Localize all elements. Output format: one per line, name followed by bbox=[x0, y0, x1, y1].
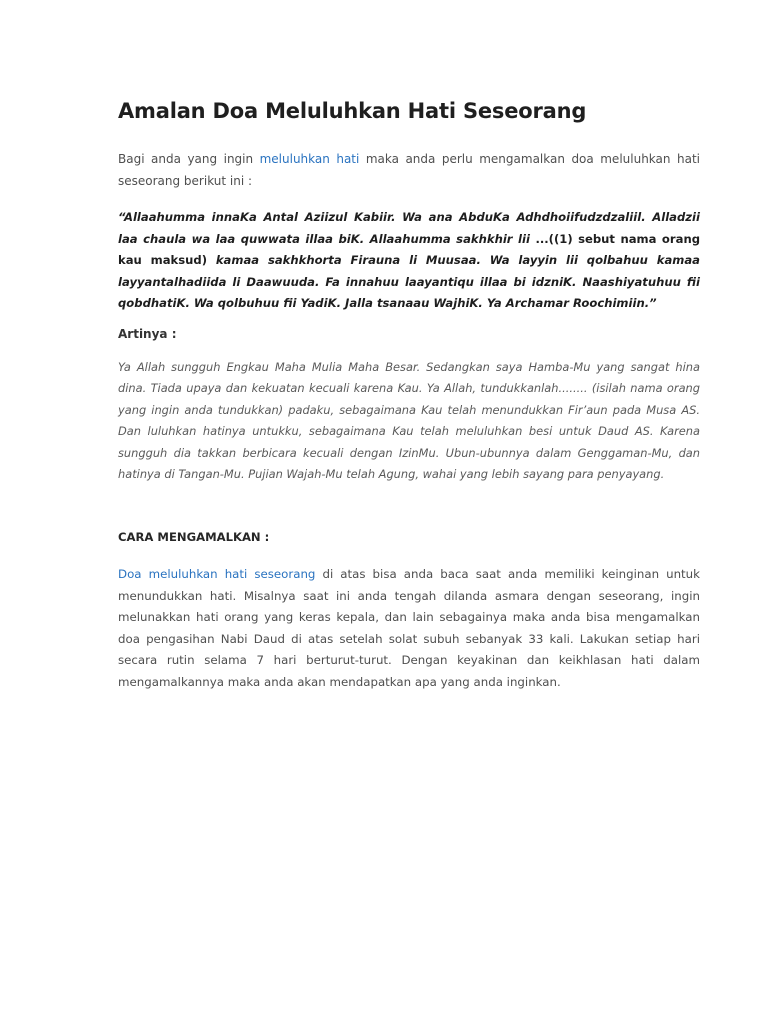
article-title: Amalan Doa Meluluhkan Hati Seseorang bbox=[118, 99, 587, 123]
doa-paragraph bbox=[118, 207, 700, 315]
intro-paragraph bbox=[118, 149, 700, 192]
meluluhkan-hati-link[interactable]: meluluhkan hati bbox=[259, 152, 360, 166]
intro-text-before: Bagi anda yang ingin bbox=[118, 152, 260, 166]
cara-text: di atas bisa anda baca saat anda memiliki keinginan untuk menundukkan hati. Misalnya saat ini anda tengah dilanda asmara dengan seseorang, ingin melunakkan hati orang yang keras kepala, dan lain sebagainya maka anda bisa mengamalkan doa pengasihan Nabi Daud di atas setelah solat subuh sebanyak 33 kali. Lakukan setiap hari secara rutin selama 7 hari berturut-turut. Dengan keyakinan dan keikhlasan hati dalam mengamalkannya maka anda akan mendapatkan apa yang anda inginkan. bbox=[118, 567, 700, 690]
article bbox=[118, 94, 700, 694]
intro-text-after: maka anda perlu mengamalkan doa meluluhkan hati seseorang berikut ini : bbox=[118, 152, 700, 188]
artinya-paragraph: Ya Allah sungguh Engkau Maha Mulia Maha Besar. Sedangkan saya Hamba-Mu yang sangat hina dina. Tiada upaya dan kekuatan kecuali karena Kau. Ya Allah, tundukkanlah........ (isilah nama orang yang ingin anda tundukkan) padaku, sebagaimana Kau telah menundukkan Fir’aun pada Musa AS. Dan luluhkan hatinya untukku, sebagaimana Kau telah meluluhkan besi untuk Daud AS. Karena sungguh dia takkan berbicara kecuali dengan IzinMu. Ubun-ubunnya dalam Genggaman-Mu, dan hatinya di Tangan-Mu. Pujian Wajah-Mu telah Agung, wahai yang lebih sayang para penyayang. bbox=[118, 359, 700, 482]
doa-name-instruction: ...((1) sebut nama orang kau maksud) bbox=[118, 231, 700, 267]
doa-text-part1: “Allaahumma innaKa Antal Aziizul Kabiir. Wa ana AbduKa Adhdhoiifudzdzaliil. Alladzii laa chaula wa laa quwwata illaa biK. Allaahumma sakhkhir lii bbox=[118, 210, 700, 246]
doa-text-part3: kamaa sakhkhorta Firauna li Muusaa. Wa layyin lii qolbahuu kamaa layyantalhadiida li Daawuuda. Fa innahuu laayantiqu illaa bi idzniK. Naashiyatuhuu fii qobdhatiK. Wa qolbuhuu fii YadiK. Jalla tsanaau WajhiK. Ya Archamar Roochimiin.” bbox=[118, 253, 700, 310]
cara-mengamalkan-heading: CARA MENGAMALKAN : bbox=[118, 530, 270, 545]
doa-meluluhkan-hati-link[interactable]: Doa meluluhkan hati seseorang bbox=[118, 567, 316, 582]
cara-paragraph bbox=[118, 564, 700, 694]
artinya-heading: Artinya : bbox=[118, 326, 177, 341]
